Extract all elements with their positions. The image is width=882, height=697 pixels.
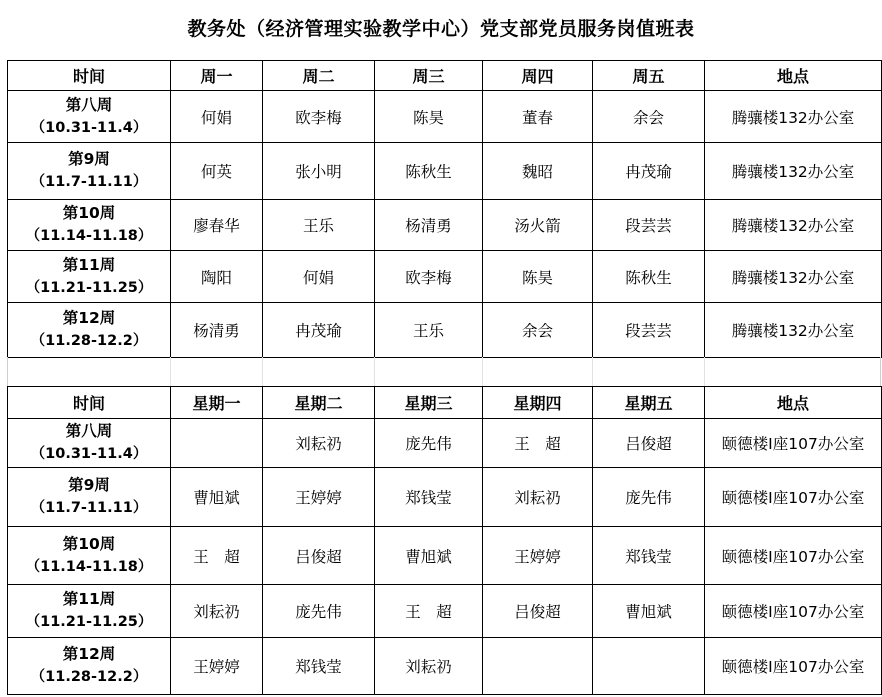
table-row (8, 143, 882, 200)
location-cell: 颐德楼I座107办公室 (705, 527, 882, 585)
duty-cell: 陶阳 (171, 251, 263, 303)
header-fri: 星期五 (593, 387, 705, 419)
location-cell: 腾骧楼132办公室 (705, 200, 882, 251)
duty-cell: 郑钱莹 (593, 527, 705, 585)
duty-cell: 冉茂瑜 (263, 303, 375, 358)
duty-cell: 王乐 (263, 200, 375, 251)
location-cell: 腾骧楼132办公室 (705, 251, 882, 303)
duty-cell: 王 超 (171, 527, 263, 585)
duty-cell: 何娟 (263, 251, 375, 303)
duty-cell: 陈秋生 (375, 143, 483, 200)
duty-cell: 王乐 (375, 303, 483, 358)
duty-cell: 王婷婷 (263, 468, 375, 527)
duty-cell: 庞先伟 (375, 419, 483, 468)
duty-cell: 杨清勇 (171, 303, 263, 358)
week-cell (8, 585, 171, 638)
week-cell (8, 527, 171, 585)
week-label: 第10周 (62, 204, 116, 222)
duty-cell: 刘耘礽 (483, 468, 593, 527)
table-spacer (7, 357, 881, 386)
duty-cell: 郑钱莹 (375, 468, 483, 527)
table-row (8, 419, 882, 468)
table-header-row (8, 387, 882, 419)
duty-cell: 庞先伟 (263, 585, 375, 638)
duty-cell: 段芸芸 (593, 303, 705, 358)
duty-cell: 张小明 (263, 143, 375, 200)
duty-cell: 庞先伟 (593, 468, 705, 527)
duty-cell: 王婷婷 (483, 527, 593, 585)
week-label: 第八周 (65, 422, 113, 440)
duty-cell: 魏昭 (483, 143, 593, 200)
header-fri: 周五 (593, 61, 705, 91)
duty-cell: 汤火箭 (483, 200, 593, 251)
duty-cell (171, 419, 263, 468)
week-cell (8, 638, 171, 695)
duty-cell: 刘耘礽 (263, 419, 375, 468)
header-wed: 星期三 (375, 387, 483, 419)
date-range: （10.31-11.4） (30, 119, 148, 136)
duty-cell: 王婷婷 (171, 638, 263, 695)
date-range: （11.28-12.2） (30, 669, 148, 685)
week-label: 第9周 (68, 150, 110, 168)
date-range: （11.14-11.18） (25, 558, 153, 575)
location-cell: 颐德楼I座107办公室 (705, 419, 882, 468)
duty-cell: 王 超 (483, 419, 593, 468)
duty-cell: 杨清勇 (375, 200, 483, 251)
duty-cell: 陈昊 (483, 251, 593, 303)
table-row (8, 527, 882, 585)
duty-cell: 董春 (483, 91, 593, 143)
header-location: 地点 (705, 61, 882, 91)
week-cell (8, 200, 171, 251)
spacer-gridline (704, 357, 705, 386)
spacer-gridline (170, 357, 171, 386)
header-tue: 星期二 (263, 387, 375, 419)
duty-cell: 陈秋生 (593, 251, 705, 303)
location-cell: 颐德楼I座107办公室 (705, 468, 882, 527)
page-title: 教务处（经济管理实验教学中心）党支部党员服务岗值班表 (187, 18, 695, 40)
header-time: 时间 (8, 61, 171, 91)
duty-cell: 余会 (483, 303, 593, 358)
date-range: （11.7-11.11） (30, 500, 148, 516)
duty-table-1 (7, 60, 882, 358)
table-row (8, 303, 882, 358)
week-cell (8, 419, 171, 468)
duty-cell (483, 638, 593, 695)
duty-cell: 余会 (593, 91, 705, 143)
location-cell: 腾骧楼132办公室 (705, 303, 882, 358)
duty-cell: 段芸芸 (593, 200, 705, 251)
duty-cell: 郑钱莹 (263, 638, 375, 695)
duty-cell: 曹旭斌 (593, 585, 705, 638)
duty-cell: 吕俊超 (483, 585, 593, 638)
spacer-gridline (592, 357, 593, 386)
duty-cell: 欧李梅 (263, 91, 375, 143)
week-label: 第11周 (62, 255, 116, 274)
week-label: 第12周 (62, 309, 116, 327)
header-mon: 星期一 (171, 387, 263, 419)
week-label: 第12周 (62, 645, 116, 663)
week-cell (8, 251, 171, 303)
date-range: （11.7-11.11） (30, 174, 148, 190)
duty-cell: 冉茂瑜 (593, 143, 705, 200)
table-header-row (8, 61, 882, 91)
duty-cell: 何娟 (171, 91, 263, 143)
duty-cell: 吕俊超 (593, 419, 705, 468)
spacer-gridline (374, 357, 375, 386)
spacer-gridline (262, 357, 263, 386)
location-cell: 颐德楼I座107办公室 (705, 638, 882, 695)
duty-cell: 曹旭斌 (171, 468, 263, 527)
duty-cell: 王 超 (375, 585, 483, 638)
week-cell (8, 91, 171, 143)
date-range: （11.14-11.18） (25, 228, 153, 244)
header-time: 时间 (8, 387, 171, 419)
duty-cell: 欧李梅 (375, 251, 483, 303)
date-range: （11.28-12.2） (30, 333, 148, 349)
header-tue: 周二 (263, 61, 375, 91)
week-label: 第11周 (62, 590, 116, 608)
date-range: （10.31-11.4） (30, 446, 148, 462)
date-range: （11.21-11.25） (25, 614, 153, 630)
duty-cell: 曹旭斌 (375, 527, 483, 585)
header-location: 地点 (705, 387, 882, 419)
table-row (8, 200, 882, 251)
table-row (8, 251, 882, 303)
week-cell (8, 303, 171, 358)
location-cell: 腾骧楼132办公室 (705, 91, 882, 143)
duty-cell: 刘耘礽 (375, 638, 483, 695)
location-cell: 颐德楼I座107办公室 (705, 585, 882, 638)
spacer-gridline (482, 357, 483, 386)
table-row (8, 638, 882, 695)
duty-cell: 陈昊 (375, 91, 483, 143)
duty-cell: 吕俊超 (263, 527, 375, 585)
week-label: 第10周 (62, 534, 116, 553)
duty-cell: 何英 (171, 143, 263, 200)
duty-table-2 (7, 386, 882, 695)
table-row (8, 585, 882, 638)
date-range: （11.21-11.25） (25, 279, 153, 296)
duty-cell: 刘耘礽 (171, 585, 263, 638)
week-cell (8, 468, 171, 527)
table-row (8, 468, 882, 527)
header-wed: 周三 (375, 61, 483, 91)
location-cell: 腾骧楼132办公室 (705, 143, 882, 200)
header-thu: 星期四 (483, 387, 593, 419)
table-row (8, 91, 882, 143)
duty-cell: 廖春华 (171, 200, 263, 251)
week-label: 第八周 (65, 95, 113, 114)
header-thu: 周四 (483, 61, 593, 91)
week-label: 第9周 (68, 476, 110, 494)
week-cell (8, 143, 171, 200)
header-mon: 周一 (171, 61, 263, 91)
duty-cell (593, 638, 705, 695)
